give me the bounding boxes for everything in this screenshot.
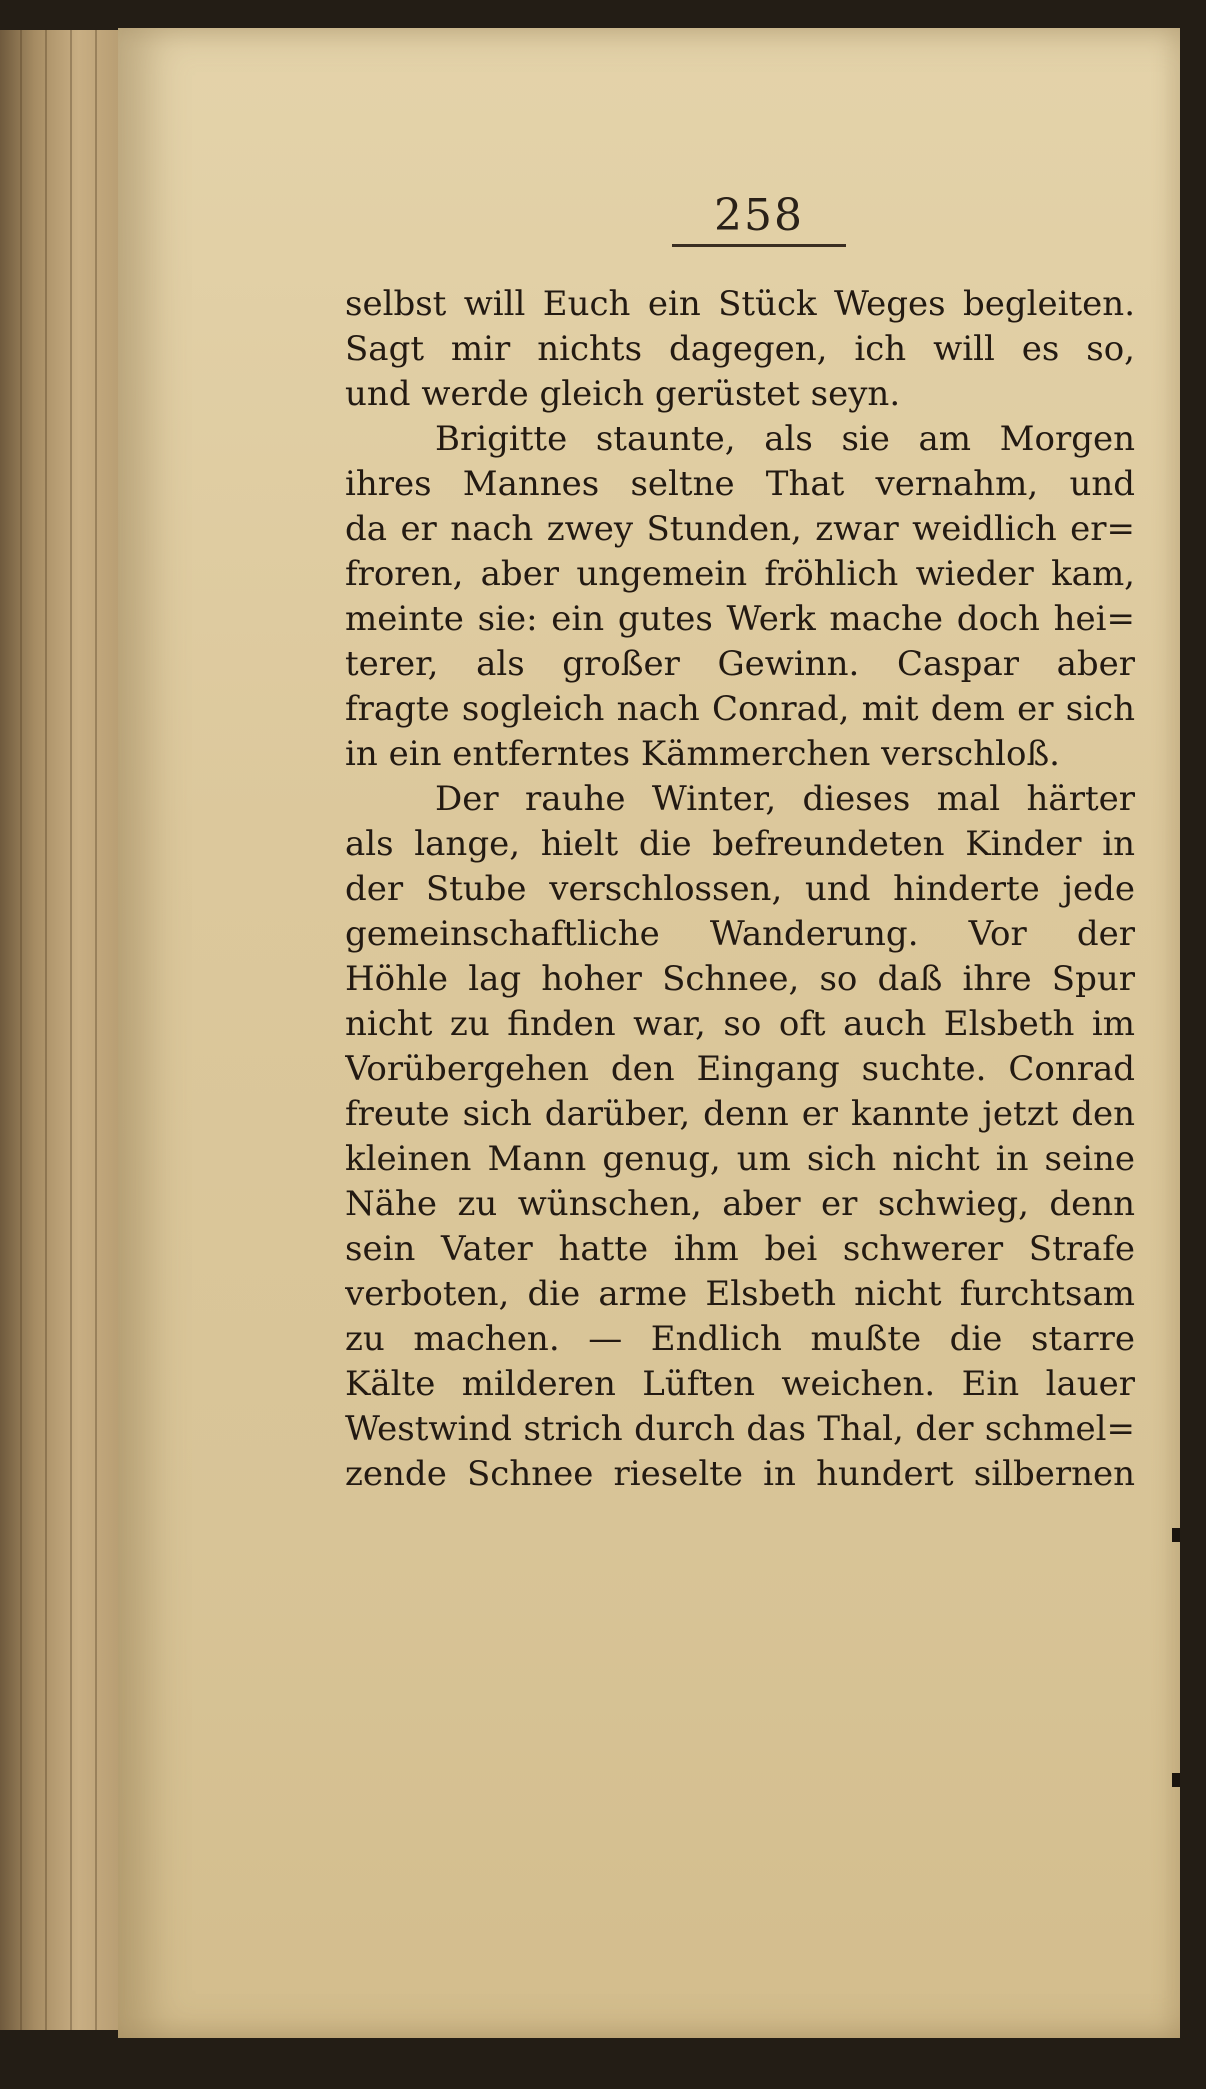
text-line: sein Vater hatte ihm bei schwerer Strafe (345, 1229, 1135, 1269)
body-text (345, 282, 1135, 1497)
text-line: Nähe zu wünschen, aber er schwieg, denn (345, 1184, 1135, 1224)
text-line: verboten, die arme Elsbeth nicht furchtsam (345, 1274, 1135, 1314)
text-line: fragte sogleich nach Conrad, mit dem er sich (345, 689, 1135, 729)
text-line: Westwind strich durch das Thal, der schmel= (345, 1409, 1135, 1449)
text-line: selbst will Euch ein Stück Weges begleiten. (345, 284, 1135, 324)
text-line: da er nach zwey Stunden, zwar weidlich er= (345, 509, 1135, 549)
text-line: ihres Mannes seltne That vernahm, und (345, 464, 1135, 504)
text-line: als lange, hielt die befreundeten Kinder in (345, 824, 1135, 864)
text-line: nicht zu finden war, so oft auch Elsbeth im (345, 1004, 1135, 1044)
text-line: Der rauhe Winter, dieses mal härter (435, 779, 1135, 819)
text-line: freute sich darüber, denn er kannte jetzt den (345, 1094, 1135, 1134)
text-line: terer, als großer Gewinn. Caspar aber (345, 644, 1135, 684)
page-number-container (672, 190, 846, 241)
page-number-rule (672, 244, 846, 247)
text-line: zende Schnee rieselte in hundert silbernen (345, 1454, 1135, 1494)
text-line: kleinen Mann genug, um sich nicht in seine (345, 1139, 1135, 1179)
text-line: Höhle lag hoher Schnee, so daß ihre Spur (345, 959, 1135, 999)
text-line: in ein entferntes Kämmerchen verschloß. (345, 734, 1060, 774)
text-line: Sagt mir nichts dagegen, ich will es so, (345, 329, 1135, 369)
text-line: zu machen. — Endlich mußte die starre (345, 1319, 1135, 1359)
text-line: Kälte milderen Lüften weichen. Ein lauer (345, 1364, 1135, 1404)
text-line: froren, aber ungemein fröhlich wieder kam, (345, 554, 1135, 594)
text-line: Vorübergehen den Eingang suchte. Conrad (345, 1049, 1135, 1089)
text-line: meinte sie: ein gutes Werk mache doch hei= (345, 599, 1135, 639)
page-number: 258 (714, 190, 804, 241)
text-line: gemeinschaftliche Wanderung. Vor der (345, 914, 1135, 954)
text-line: Brigitte staunte, als sie am Morgen (435, 419, 1135, 459)
text-line: und werde gleich gerüstet seyn. (345, 374, 901, 414)
text-line: der Stube verschlossen, und hinderte jede (345, 869, 1135, 909)
